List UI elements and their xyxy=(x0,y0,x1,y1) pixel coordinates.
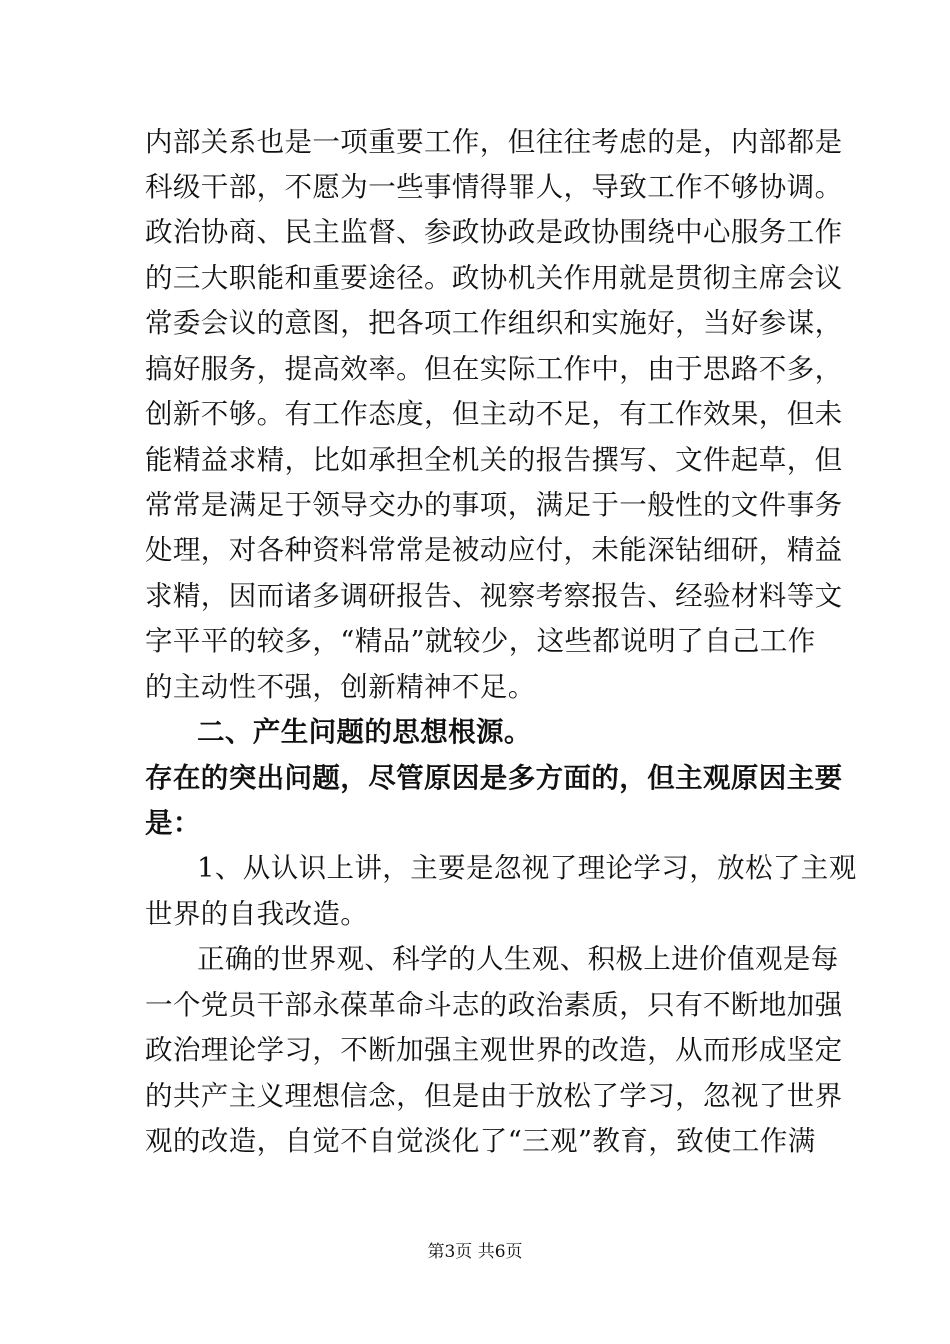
text-line-bold: 存在的突出问题，尽管原因是多方面的，但主观原因主要 xyxy=(145,762,843,794)
text-line: 能精益求精，比如承担全机关的报告撰写、文件起草，但 xyxy=(145,444,843,476)
text-line: 的共产主义理想信念，但是由于放松了学习，忽视了世界 xyxy=(145,1080,843,1112)
text-line: 的三大职能和重要途径。政协机关作用就是贯彻主席会议 xyxy=(145,262,843,294)
text-line: 求精，因而诸多调研报告、视察考察报告、经验材料等文 xyxy=(145,580,843,612)
text-line: 内部关系也是一项重要工作，但往往考虑的是，内部都是 xyxy=(145,126,843,158)
text-line: 一个党员干部永葆革命斗志的政治素质，只有不断地加强 xyxy=(145,989,843,1021)
text-line: 字平平的较多，“精品”就较少，这些都说明了自己工作 xyxy=(145,625,816,657)
section-heading: 二、产生问题的思想根源。 xyxy=(197,716,532,748)
subsection-heading: 1、从认识上讲，主要是忽视了理论学习，放松了主观 xyxy=(197,852,857,884)
page-number-footer: 第3页 共6页 xyxy=(427,1242,523,1262)
text-line-bold: 是： xyxy=(145,807,201,839)
text-line: 的主动性不强，创新精神不足。 xyxy=(145,671,536,703)
text-line: 政治协商、民主监督、参政协政是政协围绕中心服务工作 xyxy=(145,216,843,248)
text-line: 世界的自我改造。 xyxy=(145,898,369,930)
text-line: 常常是满足于领导交办的事项，满足于一般性的文件事务 xyxy=(145,489,843,521)
text-line: 科级干部，不愿为一些事情得罪人，导致工作不够协调。 xyxy=(145,171,843,203)
text-line: 观的改造，自觉不自觉淡化了“三观”教育，致使工作满 xyxy=(145,1125,816,1157)
text-line: 政治理论学习，不断加强主观世界的改造，从而形成坚定 xyxy=(145,1034,843,1066)
text-line: 搞好服务，提高效率。但在实际工作中，由于思路不多， xyxy=(145,353,843,385)
text-line: 创新不够。有工作态度，但主动不足，有工作效果，但未 xyxy=(145,398,843,430)
text-line: 处理，对各种资料常常是被动应付，未能深钻细研，精益 xyxy=(145,534,843,566)
text-line: 常委会议的意图，把各项工作组织和实施好，当好参谋， xyxy=(145,307,843,339)
paragraph-first-line: 正确的世界观、科学的人生观、积极上进价值观是每 xyxy=(197,943,839,975)
